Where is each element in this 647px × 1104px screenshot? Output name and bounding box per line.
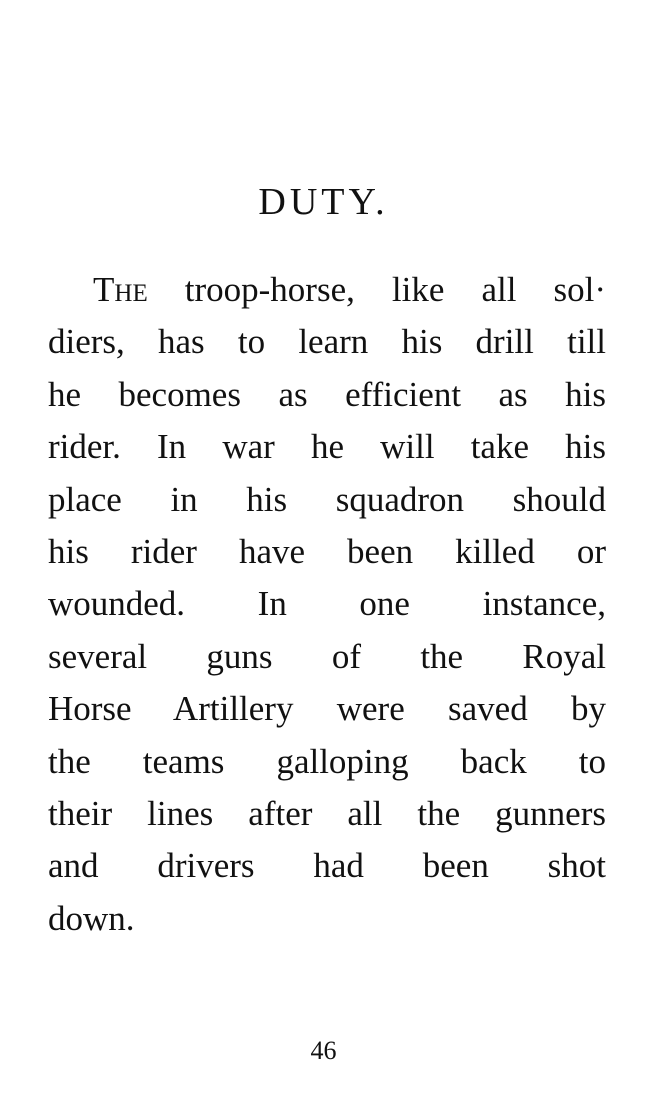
paragraph <box>48 264 606 945</box>
paragraph-line-3: he becomes as efficient as his <box>48 374 606 414</box>
paragraph-line-7: wounded. In one instance, <box>48 584 606 624</box>
paragraph-line-6: his rider have been killed or <box>48 531 606 571</box>
paragraph-line-2: diers, has to learn his drill till <box>48 322 606 362</box>
paragraph-line-1 <box>48 264 606 316</box>
paragraph-line-9: Horse Artillery were saved by <box>48 689 606 729</box>
paragraph-line-11: their lines after all the gunners <box>48 793 606 833</box>
chapter-title: DUTY. <box>258 181 389 223</box>
page-number: 46 <box>310 1036 337 1065</box>
paragraph-line-10: the teams galloping back to <box>48 741 606 781</box>
first-word-smallcaps: he <box>114 270 148 309</box>
paragraph-line-4: rider. In war he will take his <box>48 427 606 467</box>
line-text: troop-horse, like all sol· <box>147 270 606 309</box>
paragraph-line-12: and drivers had been shot <box>48 846 606 886</box>
paragraph-line-8: several guns of the Royal <box>48 636 606 676</box>
paragraph-line-5: place in his squadron should <box>48 479 606 519</box>
paragraph-line-13: down. <box>48 898 135 938</box>
drop-initial: T <box>93 270 115 309</box>
